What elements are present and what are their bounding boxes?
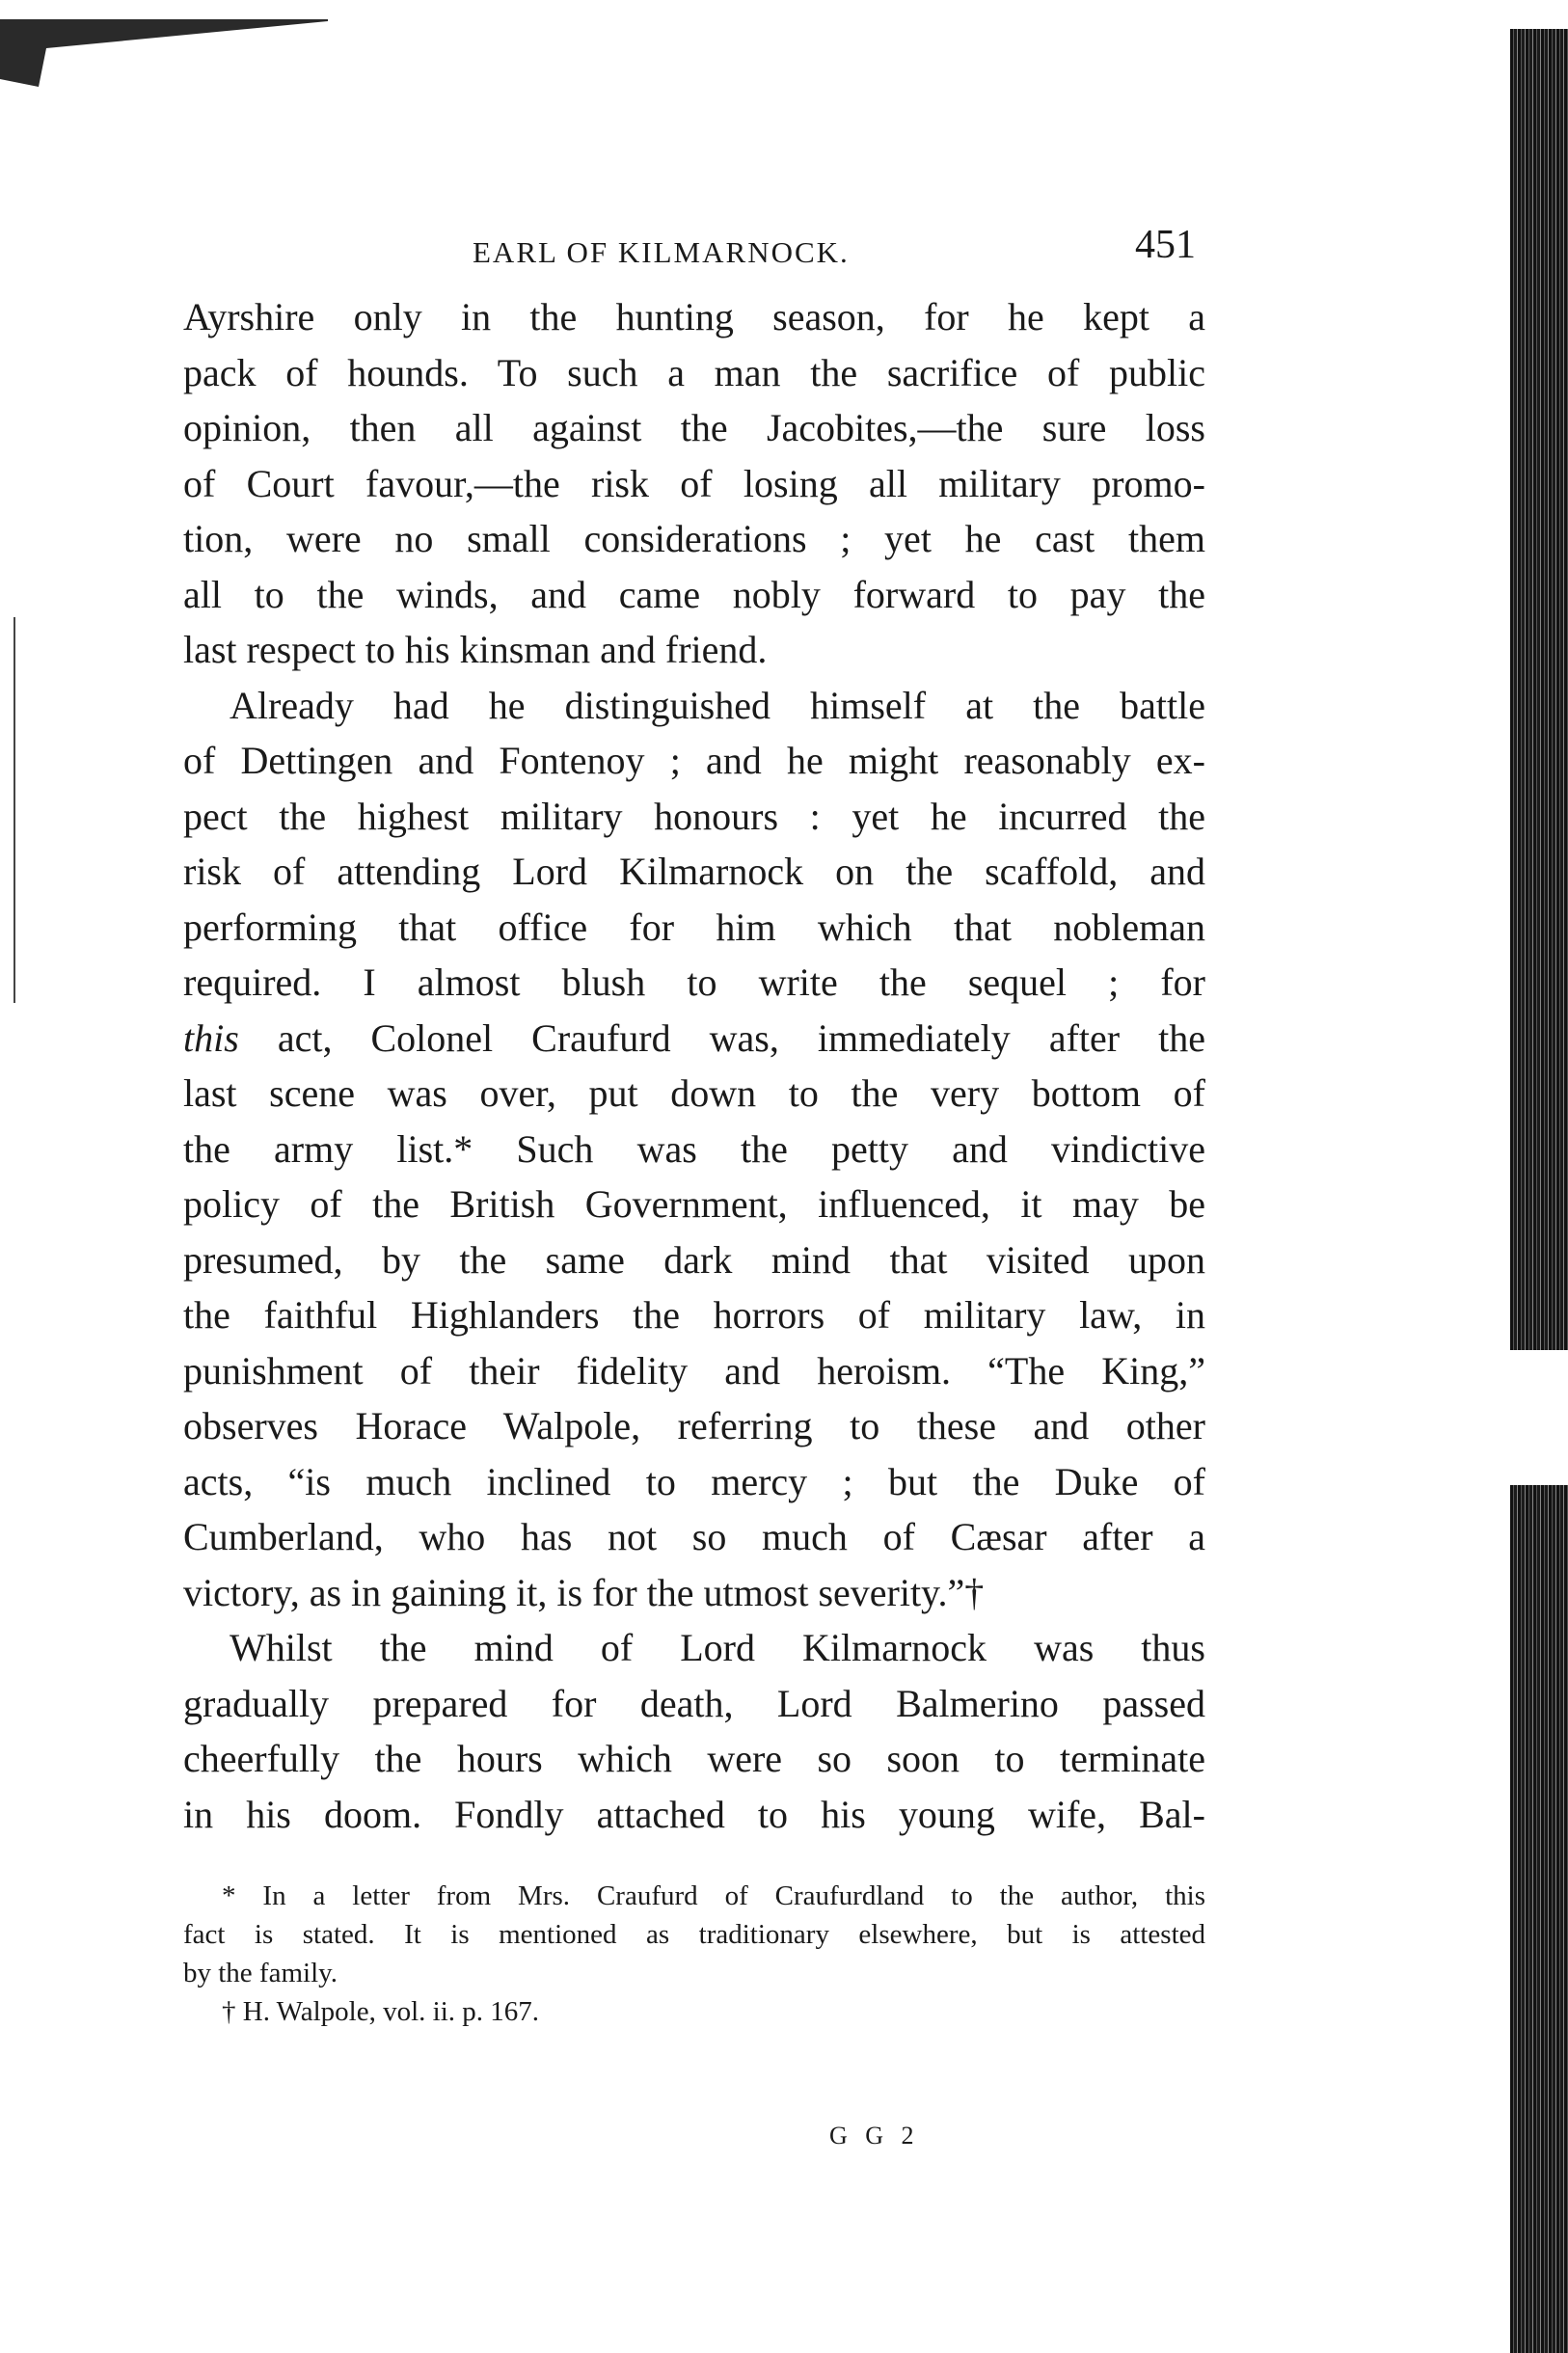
signature-mark: G G 2 [829, 2122, 920, 2150]
text-line: Already had he distinguished himself at the battle [230, 683, 1205, 727]
footnote-line: by the family. [183, 1958, 338, 1988]
text-line: the army list.* Such was the petty and vindictive [183, 1126, 1205, 1171]
text-line [183, 1011, 1205, 1067]
text-line: risk of attending Lord Kilmarnock on the scaffold, and [183, 850, 1205, 893]
text-line: of Dettingen and Fontenoy ; and he might reasonably ex- [183, 739, 1205, 782]
binding-edge-shadow-lower [1510, 1485, 1568, 2353]
text-line: victory, as in gaining it, is for the utmost severity.”† [183, 1570, 985, 1614]
running-head [183, 222, 1205, 289]
text-line: gradually prepared for death, Lord Balmerino passed [183, 1681, 1205, 1725]
left-margin-line [14, 617, 15, 1003]
text-line: Whilst the mind of Lord Kilmarnock was thus [230, 1626, 1205, 1669]
text-line: pack of hounds. To such a man the sacrifice of public [183, 350, 1205, 394]
text-line: of Court favour,—the risk of losing all military promo- [183, 461, 1205, 505]
footnote-line: fact is stated. It is mentioned as traditionary elsewhere, but is attested [183, 1919, 1205, 1950]
text-line: required. I almost blush to write the sequel ; for [183, 960, 1205, 1004]
paragraph-1 [183, 289, 1205, 678]
text-line: policy of the British Government, influenced, it may be [183, 1182, 1205, 1226]
text-line: punishment of their fidelity and heroism. “The King,” [183, 1348, 1205, 1393]
text-fragment: act, Colonel Craufurd was, immediately after the [238, 1015, 1205, 1060]
text-line: presumed, by the same dark mind that visited upon [183, 1237, 1205, 1282]
text-line: the faithful Highlanders the horrors of military law, in [183, 1293, 1205, 1337]
paragraph-3 [183, 1620, 1205, 1842]
italic-word: this [183, 1015, 239, 1060]
text-line: cheerfully the hours which were so soon to terminate [183, 1737, 1205, 1780]
text-line: in his doom. Fondly attached to his young wife, Bal- [183, 1792, 1205, 1836]
text-line: last scene was over, put down to the very bottom of [183, 1071, 1205, 1115]
text-line: acts, “is much inclined to mercy ; but the Duke of [183, 1459, 1205, 1503]
text-line: Cumberland, who has not so much of Cæsar after a [183, 1515, 1205, 1558]
running-head-title: EARL OF KILMARNOCK. [473, 235, 850, 269]
text-line: tion, were no small considerations ; yet he cast them [183, 517, 1205, 560]
text-line: all to the winds, and came nobly forward to pay the [183, 572, 1205, 616]
footnotes [183, 1877, 1205, 2031]
page-number: 451 [1135, 223, 1196, 267]
paragraph-2 [183, 678, 1205, 1621]
footnote-line: * In a letter from Mrs. Craufurd of Craufurdland to the author, this [222, 1880, 1205, 1911]
footnote-walpole: † H. Walpole, vol. ii. p. 167. [222, 1996, 539, 2027]
text-line: observes Horace Walpole, referring to these and other [183, 1404, 1205, 1447]
text-line: performing that office for him which that nobleman [183, 905, 1205, 949]
binding-edge-shadow [1510, 29, 1568, 1350]
text-line: last respect to his kinsman and friend. [183, 628, 768, 671]
book-page [183, 222, 1205, 2031]
scan-edge-mark [0, 19, 328, 87]
text-line: opinion, then all against the Jacobites,—the sure loss [183, 406, 1205, 449]
text-line: pect the highest military honours : yet he incurred the [183, 794, 1205, 838]
text-line: Ayrshire only in the hunting season, for he kept a [183, 295, 1205, 338]
